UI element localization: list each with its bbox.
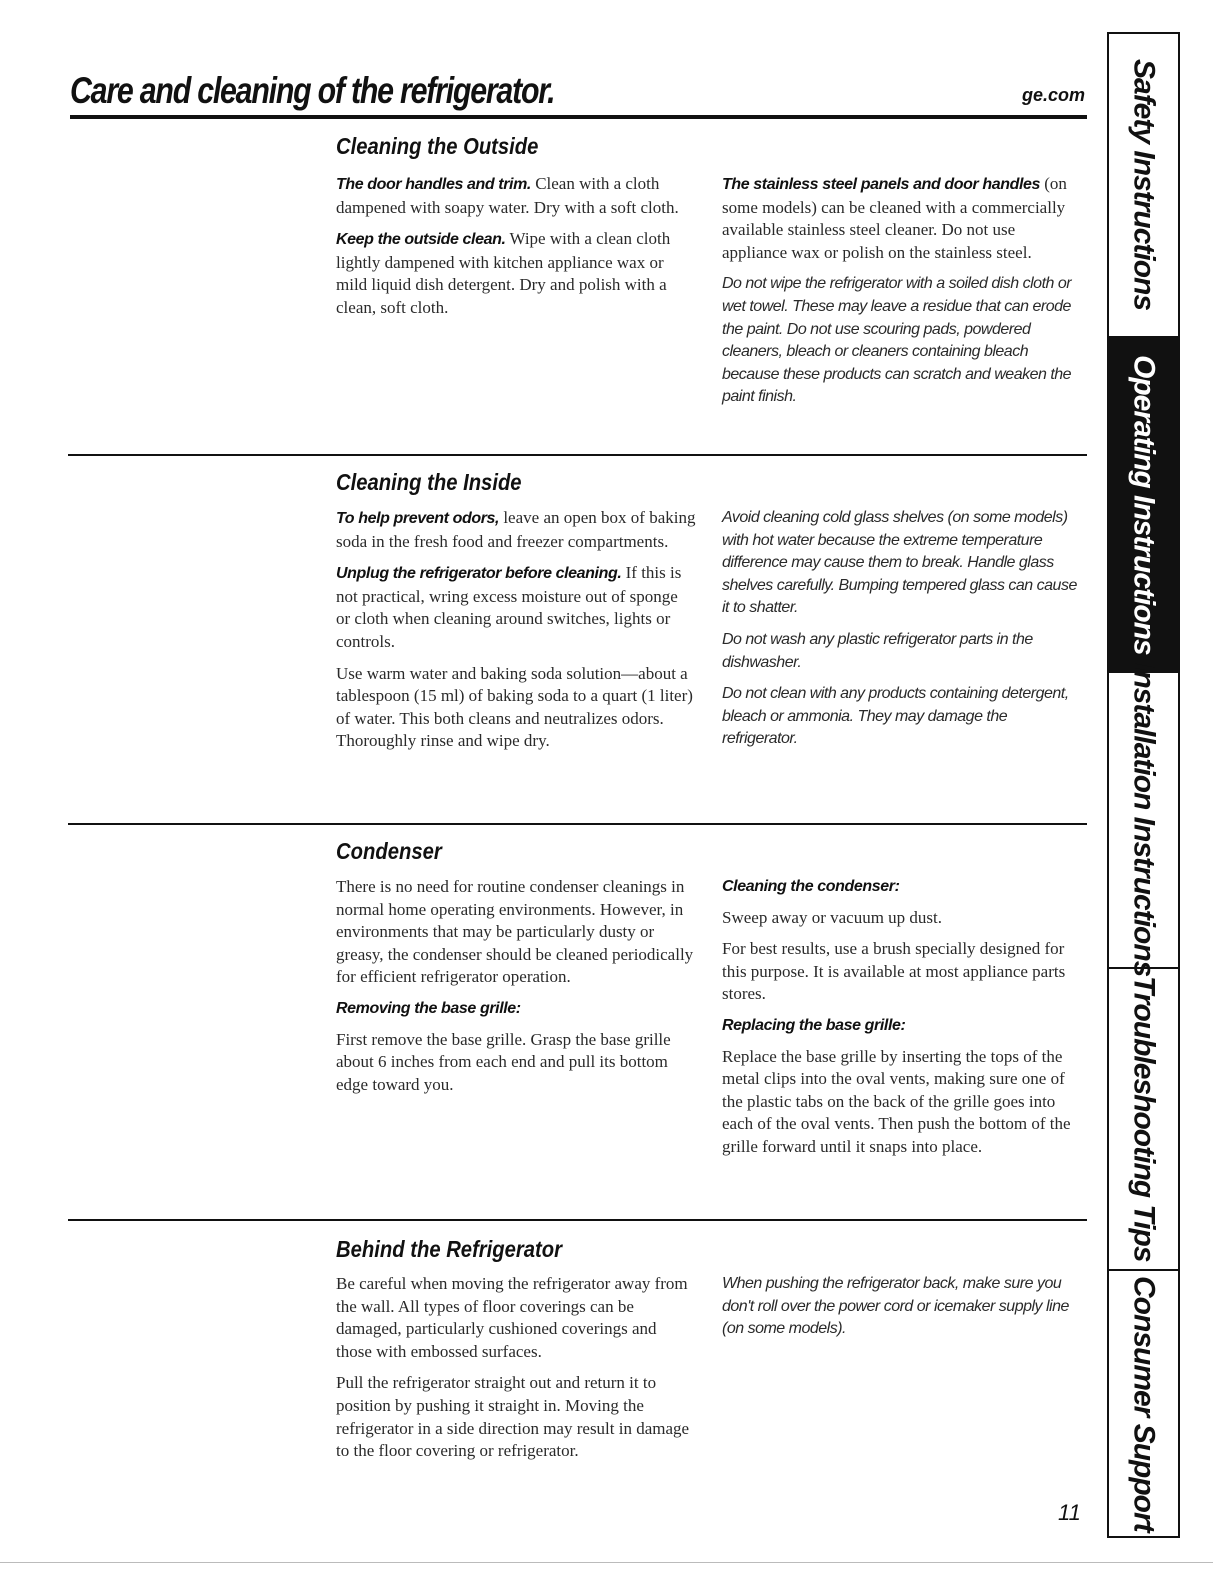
outside-right-column: [722, 173, 1084, 418]
tab-operating-instructions[interactable]: [1109, 336, 1178, 671]
tab-consumer-support[interactable]: [1109, 1269, 1178, 1536]
body-text: Wipe with a clean cloth lightly dampened with kitchen appliance wax or mild liquid dish detergent. Dry and polish with a clean, soft cloth.: [336, 229, 671, 317]
body-text: Clean with a cloth dampened with soapy water. Dry with a soft cloth.: [336, 174, 679, 217]
behind-careful-paragraph: Be careful when moving the refrigerator away from the wall. All types of floor coverings can be damaged, particularly cushioned coverings and those with embossed surfaces.: [336, 1274, 688, 1361]
tab-label: Installation Instructions: [1127, 663, 1161, 977]
section-divider: [68, 823, 1087, 825]
tab-safety-instructions[interactable]: [1109, 34, 1178, 336]
behind-cord-note: When pushing the refrigerator back, make sure you don't roll over the power cord or icemaker supply line (on some models).: [722, 1275, 1069, 1338]
outside-left-column: [336, 173, 696, 329]
lead-text: Keep the outside clean.: [336, 231, 506, 249]
site-url[interactable]: ge.com: [1021, 85, 1085, 105]
inside-unplug-paragraph: [336, 562, 696, 653]
condenser-remove-paragraph: First remove the base grille. Grasp the base grille about 6 inches from each end and pull its bottom edge toward you.: [336, 1029, 671, 1094]
subheading-removing-grille: Removing the base grille:: [336, 999, 521, 1017]
behind-left-column: [336, 1273, 696, 1472]
page-number: 11: [1058, 1500, 1081, 1525]
inside-right-column: [722, 507, 1084, 760]
body-text: (on some models) can be cleaned with a commercially available stainless steel cleaner. Do not use appliance wax or polish on the stainless steel.: [722, 174, 1067, 262]
tab-installation-instructions[interactable]: [1109, 663, 1178, 977]
tab-label: Consumer Support: [1127, 1275, 1161, 1532]
inside-left-column: [336, 507, 696, 762]
section-heading-condenser: Condenser: [336, 838, 442, 864]
inside-solution-paragraph: Use warm water and baking soda solution—about a tablespoon (15 ml) of baking soda to a quart (1 liter) of water. This both cleans and neutralizes odors. Thoroughly rinse and wipe dry.: [336, 663, 693, 751]
page-bottom-edge: [0, 1562, 1213, 1563]
title-divider: [70, 115, 1087, 119]
lead-text: The door handles and trim.: [336, 176, 531, 193]
behind-pull-paragraph: Pull the refrigerator straight out and return it to position by pushing it straight in. Moving the refrigerator in a side direction may result in damage to the floor covering or refrigerator.: [336, 1373, 690, 1461]
tab-label: Safety Instructions: [1127, 59, 1161, 311]
behind-right-column: [722, 1273, 1084, 1350]
inside-products-note: Do not clean with any products containing detergent, bleach or ammonia. They may damage the refrigerator.: [722, 685, 1069, 748]
outside-warning-note: Do not wipe the refrigerator with a soiled dish cloth or wet towel. These may leave a residue that can erode the paint. Do not use scouring pads, powdered cleaners, bleach or cleaners containing bleach because these products can scratch and weaken the paint finish.: [722, 275, 1072, 406]
body-text: leave an open box of baking soda in the fresh food and freezer compartments.: [336, 508, 696, 551]
inside-glass-note: Avoid cleaning cold glass shelves (on some models) with hot water because the extreme temperature difference may cause them to break. Handle glass shelves carefully. Bumping tempered glass can cause it to shatter.: [722, 509, 1077, 617]
condenser-sweep-paragraph: Sweep away or vacuum up dust.: [722, 907, 943, 927]
outside-keep-clean-paragraph: [336, 228, 696, 319]
section-heading-outside: Cleaning the Outside: [336, 133, 539, 159]
lead-text: To help prevent odors,: [336, 510, 500, 527]
lead-text: Unplug the refrigerator before cleaning.: [336, 565, 622, 583]
condenser-brush-paragraph: For best results, use a brush specially designed for this purpose. It is available at most appliance parts stores.: [722, 939, 1066, 1004]
tab-label: Operating Instructions: [1127, 354, 1161, 655]
condenser-replace-paragraph: Replace the base grille by inserting the tops of the metal clips into the oval vents, making sure one of the plastic tabs on the back of the grille goes into each of the oval vents. Then push the bottom of the grille forward until it snaps into place.: [722, 1046, 1071, 1156]
section-divider: [68, 1219, 1087, 1221]
outside-door-handles-paragraph: [336, 173, 696, 219]
section-divider: [68, 454, 1087, 456]
inside-dishwasher-note: Do not wash any plastic refrigerator parts in the dishwasher.: [722, 630, 1033, 671]
condenser-intro-paragraph: There is no need for routine condenser cleanings in normal home operating environments. However, in environments that may be particularly dusty or greasy, the condenser should be cleaned periodically for efficient refrigerator operation.: [336, 877, 694, 987]
tab-troubleshooting-tips[interactable]: [1109, 967, 1178, 1269]
condenser-right-column: [722, 876, 1084, 1168]
tab-label: Troubleshooting Tips: [1127, 976, 1161, 1262]
lead-text: The stainless steel panels and door handles: [722, 176, 1041, 193]
inside-odors-paragraph: [336, 507, 696, 553]
section-heading-behind: Behind the Refrigerator: [336, 1236, 563, 1262]
section-heading-inside: Cleaning the Inside: [336, 469, 522, 495]
subheading-cleaning-condenser: Cleaning the condenser:: [722, 878, 900, 895]
side-tab-strip: [1107, 32, 1180, 1538]
condenser-left-column: [336, 876, 696, 1105]
outside-stainless-paragraph: [722, 173, 1084, 264]
subheading-replacing-grille: Replacing the base grille:: [722, 1016, 906, 1034]
body-text: If this is not practical, wring excess moisture out of sponge or cloth when cleaning around switches, lights or controls.: [336, 563, 682, 651]
page-title: Care and cleaning of the refrigerator.: [70, 70, 555, 111]
